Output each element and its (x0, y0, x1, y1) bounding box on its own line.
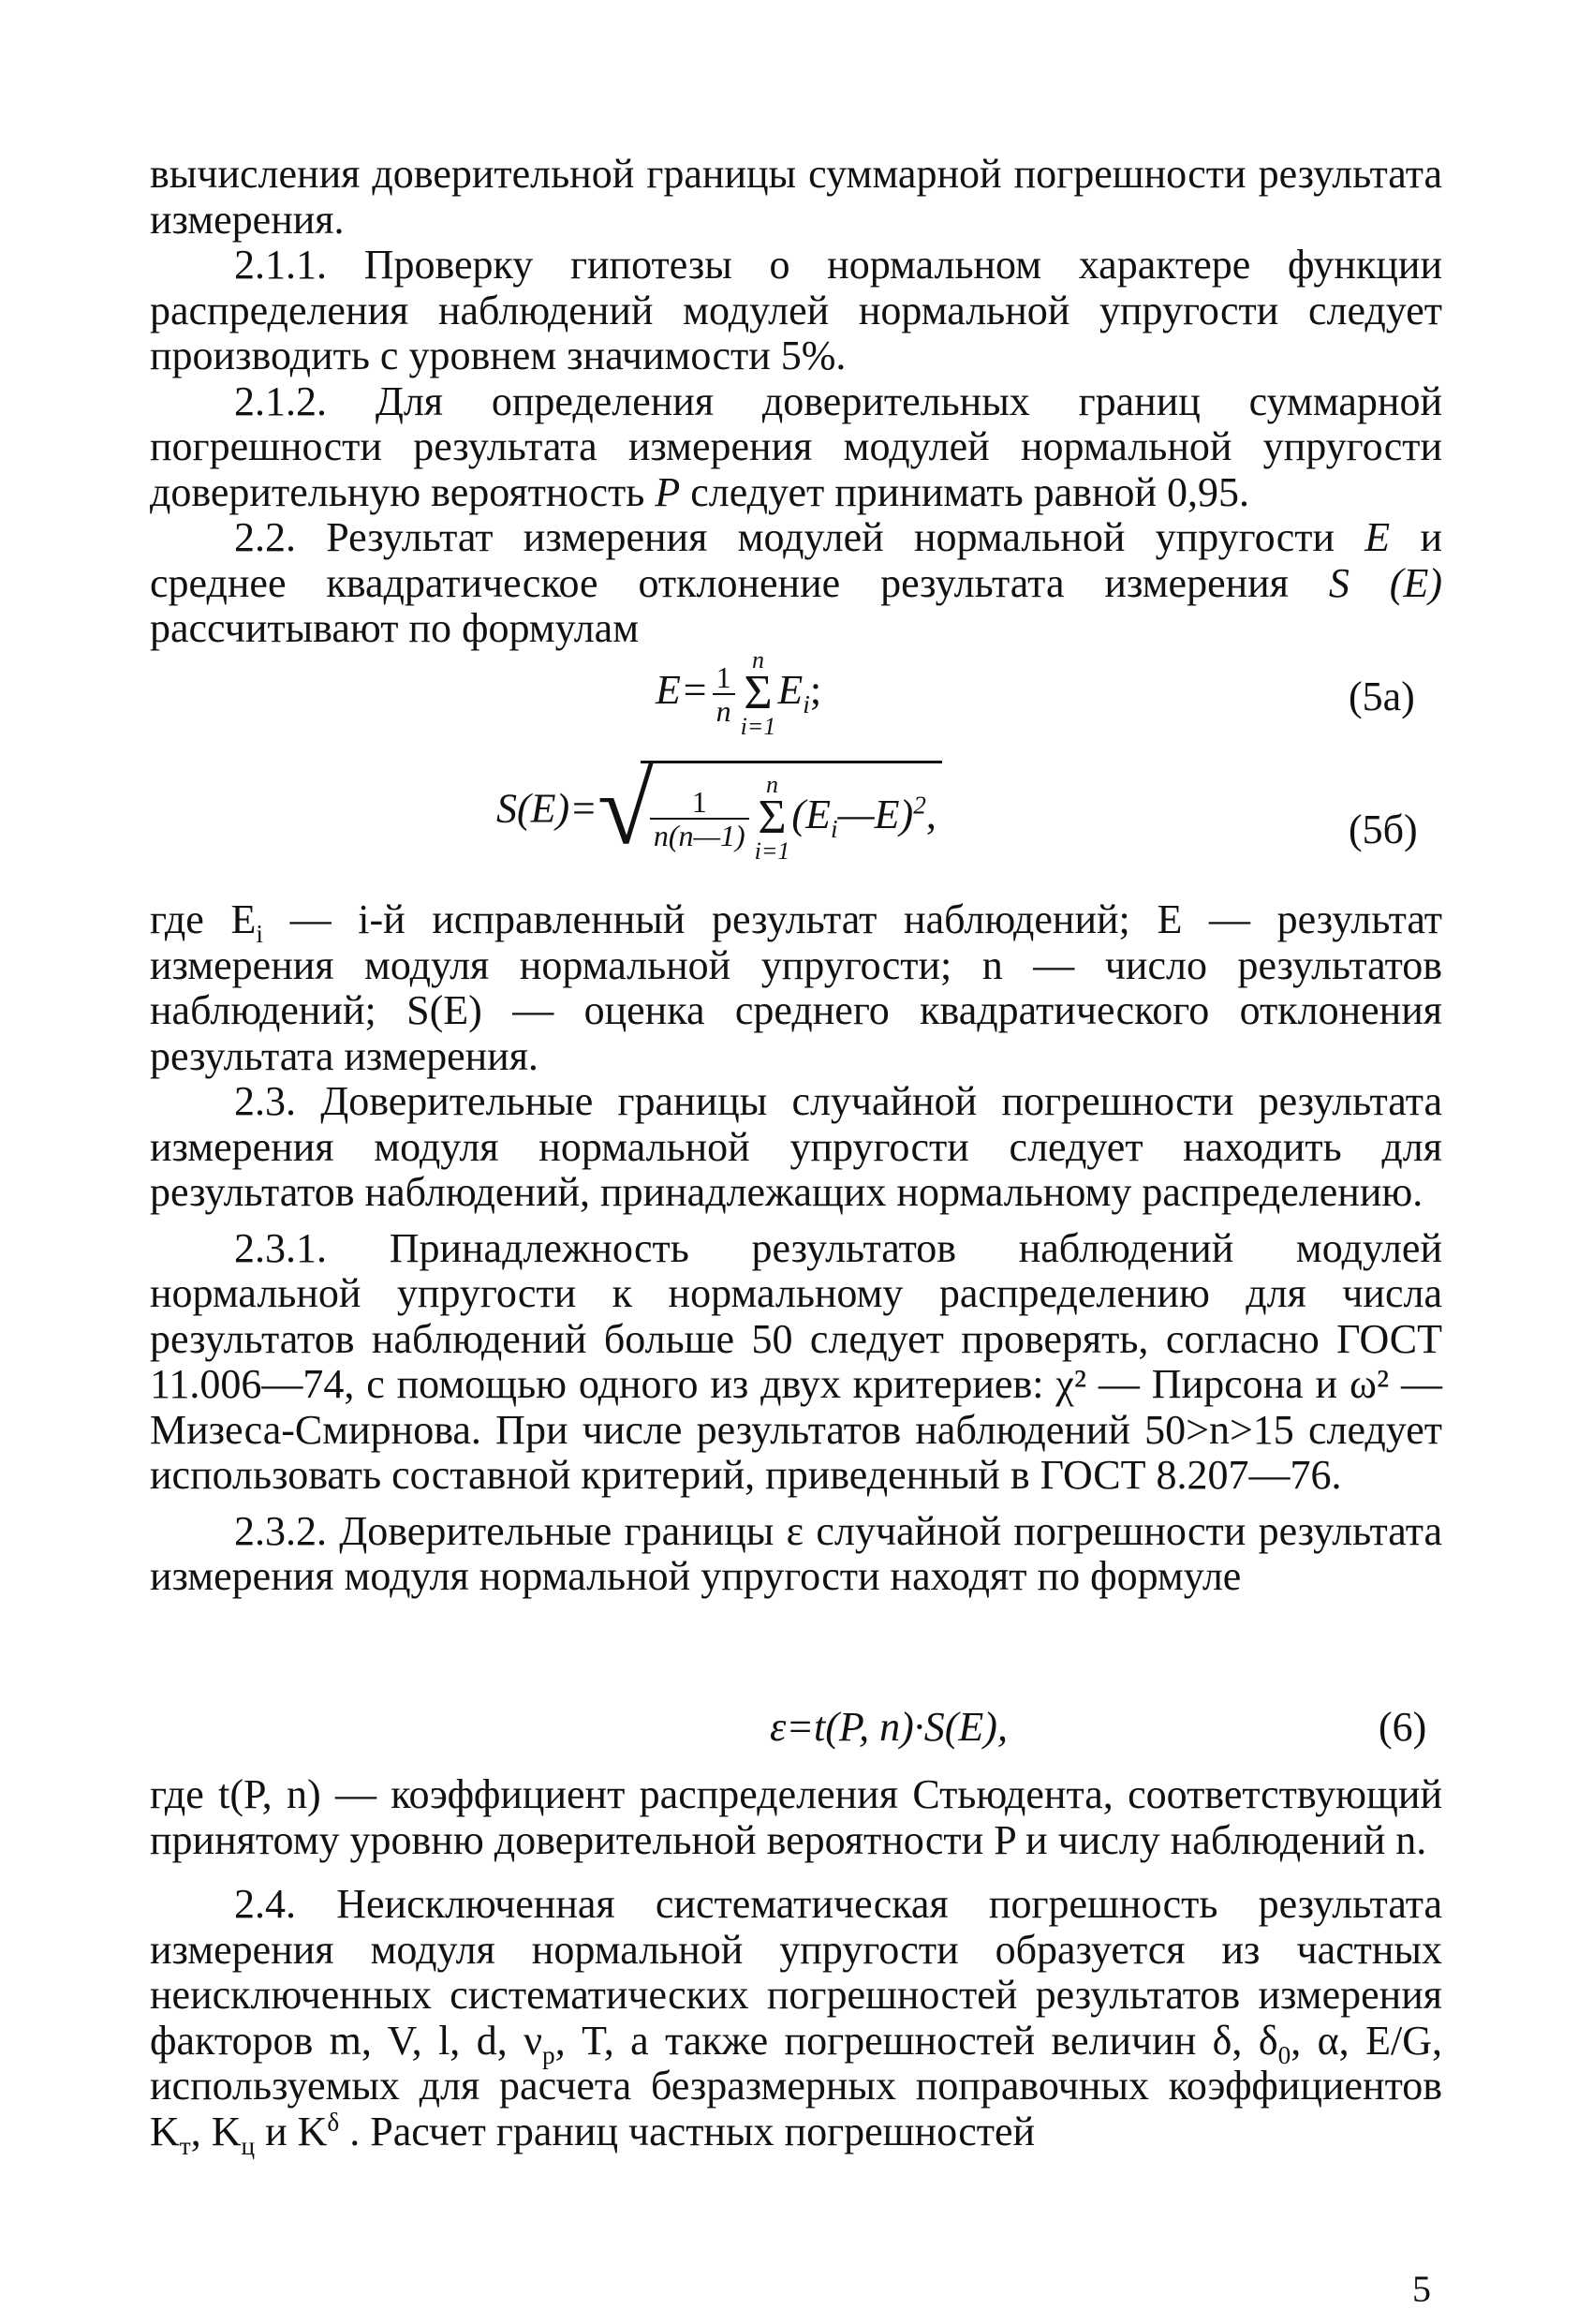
formula-5b-label: (5б) (1349, 807, 1418, 852)
paragraph-continuation: вычисления доверительной границы суммарной погрешности результата измерения. (150, 151, 1442, 243)
text-block-top (150, 152, 1442, 652)
paragraph-where-2: где t(P, n) — коэффициент распределения Стьюдента, соответствующий принятому уровню доверительной вероятности P и числу наблюдений n. (150, 1771, 1442, 1863)
page-number: 5 (1412, 2268, 1431, 2310)
paragraph-2-1-1: 2.1.1. Проверку гипотезы о нормальном характере функции распределения наблюдений модулей нормальной упругости следует производить с уровнем значимости 5%. (150, 242, 1442, 378)
text-block-bottom (150, 1771, 1442, 2160)
formula-6: ε=t(P, n)·S(E), (770, 1704, 1008, 1750)
formula-5a: E= $\frac{1}{n}$ n Σ i=1 $E_i$; (656, 646, 822, 740)
paragraph-2-3-2: 2.3.2. Доверительные границы ε случайной погрешности результата измерения модуля нормальной упругости находят по формуле (150, 1507, 1442, 1599)
formula-5b: S(E)= √ $\frac{1}{n(n—1)}$ n Σ i=1 $(E_i—E)^2$, (496, 761, 942, 865)
paragraph-2-3-1: 2.3.1. Принадлежность результатов наблюдений модулей нормальной упругости к нормальному распределению для числа результатов наблюдений больше 50 следует проверять, согласно ГОСТ 11.006—74, с помощью одного из двух критериев: χ² — Пирсона и ω² — Мизеса-Смирнова. При числе результатов наблюдений 50>n>15 следует использовать составной критерий, приведенный в ГОСТ 8.207—76. (150, 1224, 1442, 1498)
formula-6-label: (6) (1379, 1704, 1427, 1750)
text-block-middle (150, 897, 1442, 1600)
paragraph-2-2: 2.2. Результат измерения модулей нормальной упругости E и среднее квадратическое отклонение результата измерения S (E) рассчитывают по формулам (150, 514, 1442, 651)
paragraph-2-4: 2.4. Неисключенная систематическая погрешность результата измерения модуля нормальной упругости образуется из частных неисключенных систематических погрешностей результатов измерения факторов m, V, l, d, $\nu_р$, T, а также погрешностей величин δ, $\delta_0$, α, E/G, используемых для расчета безразмерных поправочных коэффициентов $K_т$, $K_ц$ и $K^\delta$ . Расчет границ частных погрешностей (150, 1881, 1442, 2160)
paragraph-where-1: где $E_i$ — i-й исправленный результат наблюдений; E — результат измерения модуля нормальной упругости; n — число результатов наблюдений; S(E) — оценка среднего квадратического отклонения результата измерения. (150, 896, 1442, 1079)
formula-5a-label: (5а) (1349, 674, 1415, 719)
paragraph-2-1-2: 2.1.2. Для определения доверительных границ суммарной погрешности результата измерения модулей нормальной упругости доверительную вероятность P следует принимать равной 0,95. (150, 377, 1442, 515)
paragraph-2-3: 2.3. Доверительные границы случайной погрешности результата измерения модуля нормальной упругости следует находить для результатов наблюдений, принадлежащих нормальному распределению. (150, 1078, 1442, 1215)
